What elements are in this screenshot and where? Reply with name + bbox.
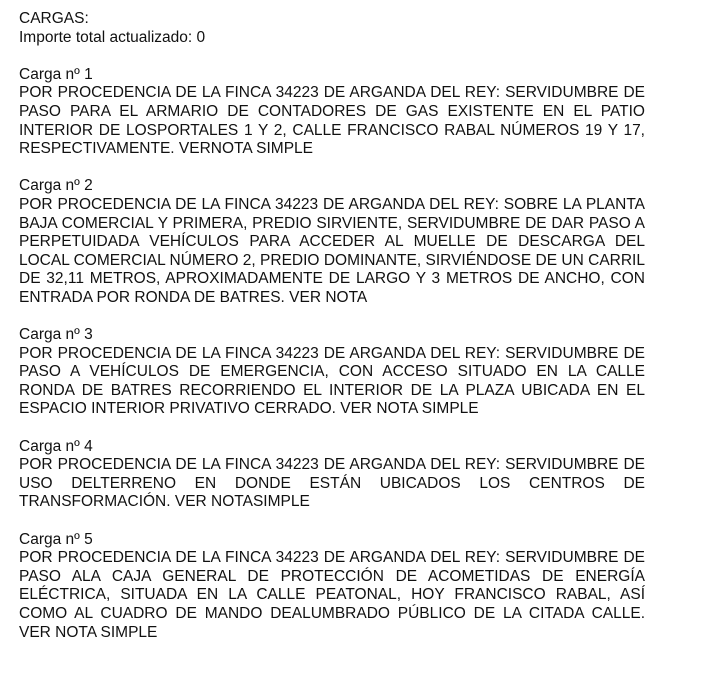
carga-description: POR PROCEDENCIA DE LA FINCA 34223 DE ARGANDA DEL REY: SERVIDUMBRE DE PASO A VEHÍCULOS DE EMERGENCIA, CON ACCESO SITUADO EN LA CALLE RONDA DE BATRES RECORRIENDO EL INTERIOR DE LA PLAZA UBICADA EN EL ESPACIO INTERIOR PRIVATIVO CERRADO. VER NOTA SIMPLE <box>19 344 645 418</box>
carga-title: Carga nº 3 <box>19 326 93 344</box>
carga-description: POR PROCEDENCIA DE LA FINCA 34223 DE ARGANDA DEL REY: SERVIDUMBRE DE USO DELTERRENO EN DONDE ESTÁN UBICADOS LOS CENTROS DE TRANSFORMACIÓN. VER NOTASIMPLE <box>19 456 645 511</box>
section-title: CARGAS: <box>19 10 89 27</box>
carga-item-2 <box>19 177 645 307</box>
carga-item-1 <box>19 66 645 159</box>
carga-title: Carga nº 2 <box>19 177 93 195</box>
document <box>19 10 645 661</box>
carga-description: POR PROCEDENCIA DE LA FINCA 34223 DE ARGANDA DEL REY: SERVIDUMBRE DE PASO ALA CAJA GENERAL DE PROTECCIÓN DE ACOMETIDAS DE ENERGÍA ELÉCTRICA, SITUADA EN LA CALLE PEATONAL, HOY FRANCISCO RABAL, ASÍ COMO AL CUADRO DE MANDO DEALUMBRADO PÚBLICO DE LA CITADA CALLE. VER NOTA SIMPLE <box>19 549 645 641</box>
carga-item-5 <box>19 531 645 643</box>
carga-item-3 <box>19 326 645 419</box>
carga-title: Carga nº 5 <box>19 530 93 548</box>
cargas-header <box>19 10 645 47</box>
carga-description: POR PROCEDENCIA DE LA FINCA 34223 DE ARGANDA DEL REY: SERVIDUMBRE DE PASO PARA EL ARMARIO DE CONTADORES DE GAS EXISTENTE EN EL PATIO INTERIOR DE LOSPORTALES 1 Y 2, CALLE FRANCISCO RABAL NÚMEROS 19 Y 17, RESPECTIVAMENTE. VERNOTA SIMPLE <box>19 84 645 158</box>
total-amount: Importe total actualizado: 0 <box>19 28 206 46</box>
carga-item-4 <box>19 438 645 512</box>
carga-title: Carga nº 1 <box>19 65 93 83</box>
carga-title: Carga nº 4 <box>19 437 93 455</box>
carga-description: POR PROCEDENCIA DE LA FINCA 34223 DE ARGANDA DEL REY: SOBRE LA PLANTA BAJA COMERCIAL Y PRIMERA, PREDIO SIRVIENTE, SERVIDUMBRE DE DAR PASO A PERPETUIDADA VEHÍCULOS PARA ACCEDER AL MUELLE DE DESCARGA DEL LOCAL COMERCIAL NÚMERO 2, PREDIO DOMINANTE, SIRVIÉNDOSE DE UN CARRIL DE 32,11 METROS, APROXIMADAMENTE DE LARGO Y 3 METROS DE ANCHO, CON ENTRADA POR RONDA DE BATRES. VER NOTA <box>19 195 645 306</box>
